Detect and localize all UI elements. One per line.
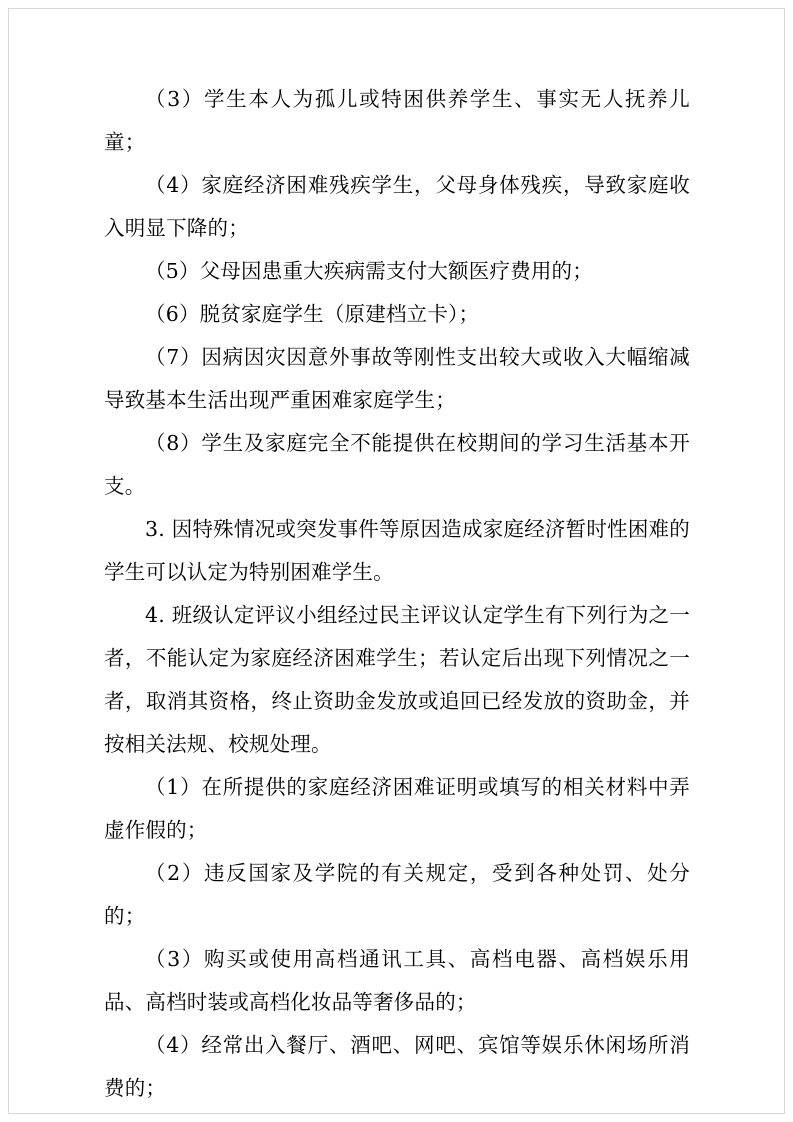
paragraph: （7）因病因灾因意外事故等刚性支出较大或收入大幅缩减导致基本生活出现严重困难家庭学生； bbox=[104, 345, 690, 412]
paragraph: （5）父母因患重大疾病需支付大额医疗费用的； bbox=[145, 259, 593, 283]
paragraph: （8）学生及家庭完全不能提供在校期间的学习生活基本开支。 bbox=[104, 431, 690, 498]
paragraph: （4）家庭经济困难残疾学生，父母身体残疾，导致家庭收入明显下降的； bbox=[104, 173, 690, 240]
paragraph: （6）脱贫家庭学生（原建档立卡）； bbox=[145, 302, 480, 326]
paragraph: （3）学生本人为孤儿或特困供养学生、事实无人抚养儿童； bbox=[104, 87, 690, 154]
paragraph: （3）购买或使用高档通讯工具、高档电器、高档娱乐用品、高档时装或高档化妆品等奢侈品的； bbox=[104, 947, 690, 1014]
paragraph: 4. 班级认定评议小组经过民主评议认定学生有下列行为之一者，不能认定为家庭经济困难学生；若认定后出现下列情况之一者，取消其资格，终止资助金发放或追回已经发放的资助金，并按相关法规、校规处理。 bbox=[104, 603, 690, 756]
paragraph: 3. 因特殊情况或突发事件等原因造成家庭经济暂时性困难的学生可以认定为特别困难学生。 bbox=[104, 517, 690, 584]
paragraph: （2）违反国家及学院的有关规定，受到各种处罚、处分的； bbox=[104, 861, 690, 928]
paragraph: （4）经常出入餐厅、酒吧、网吧、宾馆等娱乐休闲场所消费的； bbox=[104, 1033, 690, 1100]
document-body bbox=[104, 78, 690, 1110]
paragraph: （1）在所提供的家庭经济困难证明或填写的相关材料中弄虚作假的； bbox=[104, 775, 690, 842]
